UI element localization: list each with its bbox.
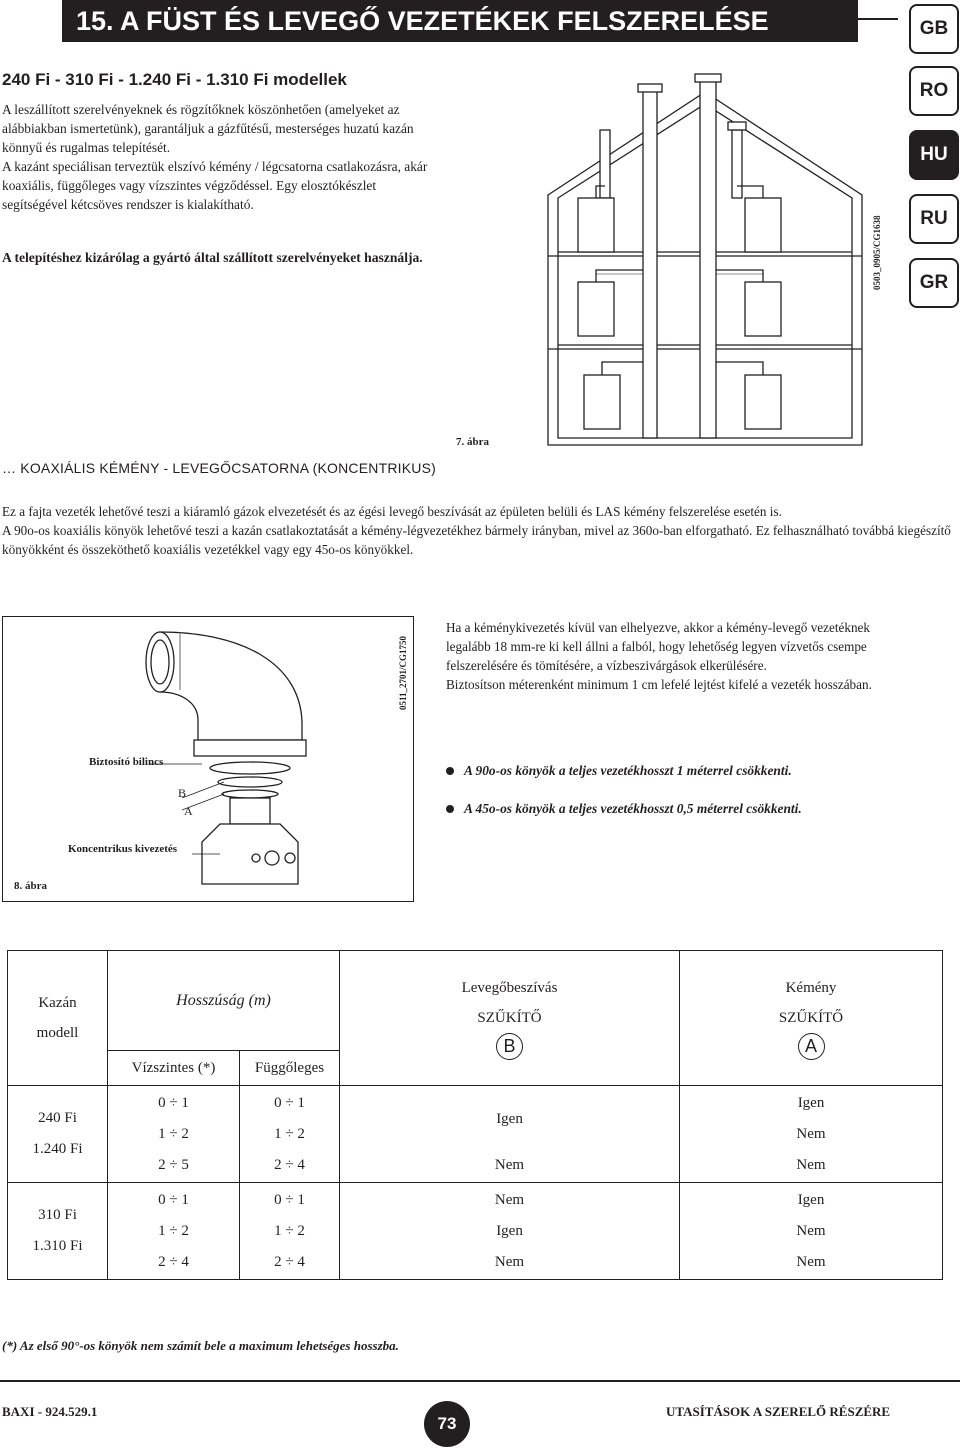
- bullet-icon: [446, 767, 454, 775]
- model-name: 1.310 Fi: [32, 1238, 83, 1254]
- sub-horizontal: Vízszintes (*): [108, 1051, 240, 1086]
- figure8-code: 0511_2701/CG1750: [398, 635, 408, 710]
- header-model-line: Kazán: [38, 995, 77, 1011]
- chimney-value: Nem: [796, 1253, 826, 1270]
- air-value: Nem: [494, 1191, 525, 1208]
- chimney-value: Igen: [797, 1094, 825, 1111]
- note-paragraph: Biztosítson méterenként minimum 1 cm lefelé lejtést kifelé a vezeték hosszában.: [446, 677, 872, 692]
- figure8-caption: 8. ábra: [14, 880, 47, 892]
- bullet-icon: [446, 805, 454, 813]
- lang-tab-gr[interactable]: GR: [909, 258, 959, 308]
- table-header-row: [8, 951, 943, 1051]
- lang-tab-ru[interactable]: RU: [909, 194, 959, 244]
- label-clamp: Biztosító bilincs: [89, 756, 164, 768]
- sub-vertical: Függőleges: [240, 1051, 340, 1086]
- air-value: Igen: [496, 1110, 523, 1127]
- page-title: 15. A FÜST ÉS LEVEGŐ VEZETÉKEK FELSZERELÉSE: [62, 0, 858, 42]
- air-value: Igen: [496, 1222, 523, 1239]
- intro-warning: A telepítéshez kizárólag a gyártó által szállított szerelvényeket használja.: [2, 250, 423, 265]
- bullet-item: [446, 752, 946, 790]
- title-rule: [858, 18, 898, 20]
- coaxial-text: [2, 502, 954, 559]
- model-name: 240 Fi: [38, 1110, 77, 1126]
- label-outlet: Koncentrikus kivezetés: [68, 843, 178, 855]
- header-length-text: Hosszúság (m): [176, 991, 271, 1009]
- lang-tab-ro[interactable]: RO: [909, 66, 959, 116]
- horizontal-cell: [108, 1086, 240, 1183]
- document-code: BAXI - 924.529.1: [2, 1404, 98, 1419]
- model-name: 310 Fi: [38, 1207, 77, 1223]
- figure7-code: 0503_0905/CG1638: [872, 215, 882, 290]
- header-length: [108, 951, 340, 1051]
- chimney-value: Nem: [796, 1156, 826, 1173]
- header-model-line: modell: [36, 1025, 79, 1041]
- range-value: 1 ÷ 2: [274, 1125, 305, 1142]
- range-value: 1 ÷ 2: [158, 1222, 189, 1239]
- model-name: 1.240 Fi: [32, 1141, 83, 1157]
- intro-text: [2, 100, 428, 214]
- installation-notes: [446, 618, 894, 694]
- table-footnote: (*) Az első 90°-os könyök nem számít bele a maximum lehetséges hosszba.: [2, 1338, 399, 1353]
- air-cell: [340, 1183, 680, 1280]
- lang-tab-hu[interactable]: HU: [909, 130, 959, 180]
- coaxial-paragraph: A 90o-os koaxiális könyök lehetővé teszi a kazán csatlakoztatását a kémény-légvezetékhez bármely irányban, mivel az 360o-ban elforgatható. Ez felhasználható továbbá kiegészítő könyökként és összeköthető koaxiális vezetékkel vagy egy 45o-os könyökkel.: [2, 523, 951, 557]
- range-value: 0 ÷ 1: [158, 1191, 189, 1208]
- coaxial-paragraph: Ez a fajta vezeték lehetővé teszi a kiáramló gázok elvezetését és az égési levegő beszívását az épületen belüli és LAS kémény felszerelése esetén is.: [2, 504, 782, 519]
- note-paragraph: Ha a kéménykivezetés kívül van elhelyezve, akkor a kémény-levegő vezetéknek legalább 18 mm-re ki kell állni a falból, hogy lehetőség legyen vízvetős csempe felszerelésére és tömítésére, a vízbeszivárgások elkerülésére.: [446, 620, 871, 673]
- footer-section-title: UTASÍTÁSOK A SZERELŐ RÉSZÉRE: [666, 1404, 891, 1419]
- chimney-value: Igen: [797, 1191, 825, 1208]
- lang-tab-gb[interactable]: GB: [909, 4, 959, 54]
- building-flue-diagram: [540, 70, 870, 450]
- chimney-cell: [680, 1183, 943, 1280]
- bullet-item: [446, 790, 946, 828]
- model-cell: [8, 1183, 108, 1280]
- air-value: Nem: [494, 1156, 525, 1173]
- page-number: 73: [424, 1401, 470, 1447]
- header-chimney-line: Kémény: [785, 980, 837, 996]
- section-subtitle: 240 Fi - 310 Fi - 1.240 Fi - 1.310 Fi modellek: [2, 70, 347, 89]
- elbow-bullets: [446, 752, 946, 828]
- range-value: 0 ÷ 1: [274, 1094, 305, 1111]
- table-row: [8, 1086, 943, 1183]
- figure7-caption: 7. ábra: [456, 436, 489, 448]
- bullet-text: A 90o-os könyök a teljes vezetékhosszt 1 méterrel csökkenti.: [464, 763, 792, 778]
- header-air-line: Levegőbeszívás: [461, 980, 558, 996]
- range-value: 2 ÷ 4: [158, 1253, 189, 1270]
- air-restrictor-symbol: B: [496, 1033, 523, 1060]
- range-value: 1 ÷ 2: [274, 1222, 305, 1239]
- flue-length-table: [7, 950, 943, 1280]
- intro-paragraph: A kazánt speciálisan terveztük elszívó kémény / légcsatorna csatlakozásra, akár koaxiális, függőleges vagy vízszintes végződéssel. Egy elosztókészlet segítségével kétcsöves rendszer is kialakítható.: [2, 159, 428, 212]
- header-model: [8, 951, 108, 1086]
- chimney-restrictor-symbol: A: [798, 1033, 825, 1060]
- label-a: A: [184, 804, 193, 818]
- coaxial-heading: … KOAXIÁLIS KÉMÉNY - LEVEGŐCSATORNA (KONCENTRIKUS): [2, 460, 436, 476]
- model-cell: [8, 1086, 108, 1183]
- range-value: 2 ÷ 5: [158, 1156, 189, 1173]
- vertical-cell: [240, 1086, 340, 1183]
- intro-paragraph: A leszállított szerelvényeknek és rögzítőknek köszönhetően (amelyeket az alábbiakban ismertetünk), garantáljuk a gázfűtésű, mesterséges huzatú kazán könnyű és rugalmas telepítését.: [2, 102, 414, 155]
- horizontal-cell: [108, 1183, 240, 1280]
- chimney-value: Nem: [796, 1222, 826, 1239]
- header-chimney: [680, 951, 943, 1086]
- chimney-value: Nem: [796, 1125, 826, 1142]
- bullet-text: A 45o-os könyök a teljes vezetékhosszt 0,5 méterrel csökkenti.: [464, 801, 802, 816]
- table-row: [8, 1183, 943, 1280]
- chimney-cell: [680, 1086, 943, 1183]
- air-value: Nem: [494, 1253, 525, 1270]
- label-b: B: [178, 786, 187, 800]
- header-chimney-line: SZŰKÍTŐ: [778, 1010, 844, 1026]
- header-air-line: SZŰKÍTŐ: [477, 1010, 542, 1026]
- range-value: 0 ÷ 1: [158, 1094, 189, 1111]
- vertical-cell: [240, 1183, 340, 1280]
- range-value: 0 ÷ 1: [274, 1191, 305, 1208]
- header-air: [340, 951, 680, 1086]
- air-cell: [340, 1086, 680, 1183]
- footer-rule: [0, 1380, 960, 1382]
- range-value: 2 ÷ 4: [274, 1253, 305, 1270]
- range-value: 1 ÷ 2: [158, 1125, 189, 1142]
- range-value: 2 ÷ 4: [274, 1156, 305, 1173]
